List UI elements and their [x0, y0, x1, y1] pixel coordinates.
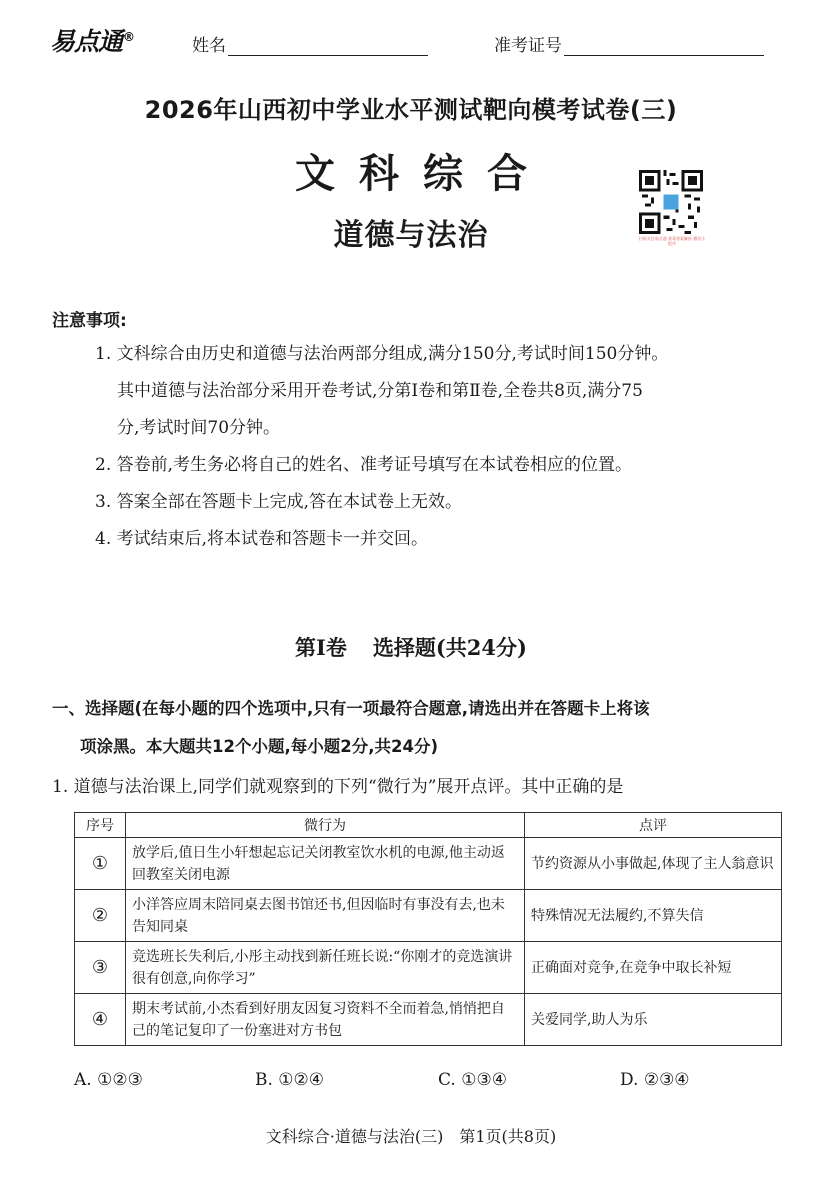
section-title: 选择题(共24分)	[372, 635, 527, 660]
note-item: 4. 考试结束后,将本试卷和答题卡一并交回。	[95, 529, 429, 549]
section-part: 第Ⅰ卷	[295, 635, 347, 660]
row-action: 竞选班长失利后,小彤主动找到新任班长说:“你刚才的竞选演讲很有创意,向你学习”	[126, 942, 525, 994]
option-d[interactable]: D. ②③④	[620, 1070, 690, 1090]
option-a[interactable]: A. ①②③	[74, 1070, 143, 1090]
brand-logo: 易点通®	[50, 27, 135, 56]
table-header: 序号	[75, 813, 126, 838]
question-stem: 1. 道德与法治课上,同学们就观察到的下列“微行为”展开点评。其中正确的是	[52, 777, 624, 797]
option-c[interactable]: C. ①③④	[438, 1070, 507, 1090]
table-header: 微行为	[126, 813, 525, 838]
row-action: 期末考试前,小杰看到好朋友因复习资料不全而着急,悄悄把自己的笔记复印了一份塞进对方书包	[126, 994, 525, 1046]
table-header: 点评	[525, 813, 782, 838]
qr-caption: 扫码关注易点通 查看答案解析 微信小程序	[638, 236, 706, 246]
note-item: 2. 答卷前,考生务必将自己的姓名、准考证号填写在本试卷相应的位置。	[95, 455, 633, 475]
exam-title: 2026年山西初中学业水平测试靶向模考试卷(三)	[144, 96, 678, 124]
exam-id-field[interactable]	[494, 31, 764, 56]
table-row	[75, 994, 782, 1046]
note-item: 分,考试时间70分钟。	[117, 418, 281, 438]
row-number: ③	[75, 942, 126, 994]
row-comment: 节约资源从小事做起,体现了主人翁意识	[525, 838, 782, 890]
row-comment: 正确面对竞争,在竞争中取长补短	[525, 942, 782, 994]
name-field[interactable]	[192, 31, 428, 56]
note-item: 1. 文科综合由历史和道德与法治两部分组成,满分150分,考试时间150分钟。	[95, 344, 669, 364]
table-row	[75, 838, 782, 890]
notes-heading: 注意事项:	[52, 311, 127, 331]
subsubject-title: 道德与法治	[333, 218, 489, 253]
row-number: ②	[75, 890, 126, 942]
row-comment: 关爱同学,助人为乐	[525, 994, 782, 1046]
row-number: ④	[75, 994, 126, 1046]
exam-id-blank-line[interactable]	[564, 37, 764, 56]
note-item: 其中道德与法治部分采用开卷考试,分第Ⅰ卷和第Ⅱ卷,全卷共8页,满分75	[117, 381, 643, 401]
row-action: 小洋答应周末陪同桌去图书馆还书,但因临时有事没有去,也未告知同桌	[126, 890, 525, 942]
table-header-row	[75, 813, 782, 838]
row-comment: 特殊情况无法履约,不算失信	[525, 890, 782, 942]
row-action: 放学后,值日生小轩想起忘记关闭教室饮水机的电源,他主动返回教室关闭电源	[126, 838, 525, 890]
question-table	[74, 812, 782, 1046]
page-footer: 文科综合·道德与法治(三) 第1页(共8页)	[265, 1127, 557, 1146]
table-row	[75, 942, 782, 994]
part-instructions-line: 一、选择题(在每小题的四个选项中,只有一项最符合题意,请选出并在答题卡上将该	[52, 699, 650, 718]
section-heading	[0, 632, 822, 662]
option-b[interactable]: B. ①②④	[255, 1070, 325, 1090]
note-item: 3. 答案全部在答题卡上完成,答在本试卷上无效。	[95, 492, 463, 512]
row-number: ①	[75, 838, 126, 890]
name-label: 姓名	[192, 36, 226, 56]
qr-code-icon[interactable]	[639, 170, 703, 234]
part-instructions	[52, 690, 792, 766]
subject-title: 文科综合	[295, 151, 551, 197]
name-blank-line[interactable]	[228, 37, 428, 56]
exam-id-label: 准考证号	[494, 36, 562, 56]
table-row	[75, 890, 782, 942]
part-instructions-line: 项涂黑。本大题共12个小题,每小题2分,共24分)	[80, 737, 438, 756]
